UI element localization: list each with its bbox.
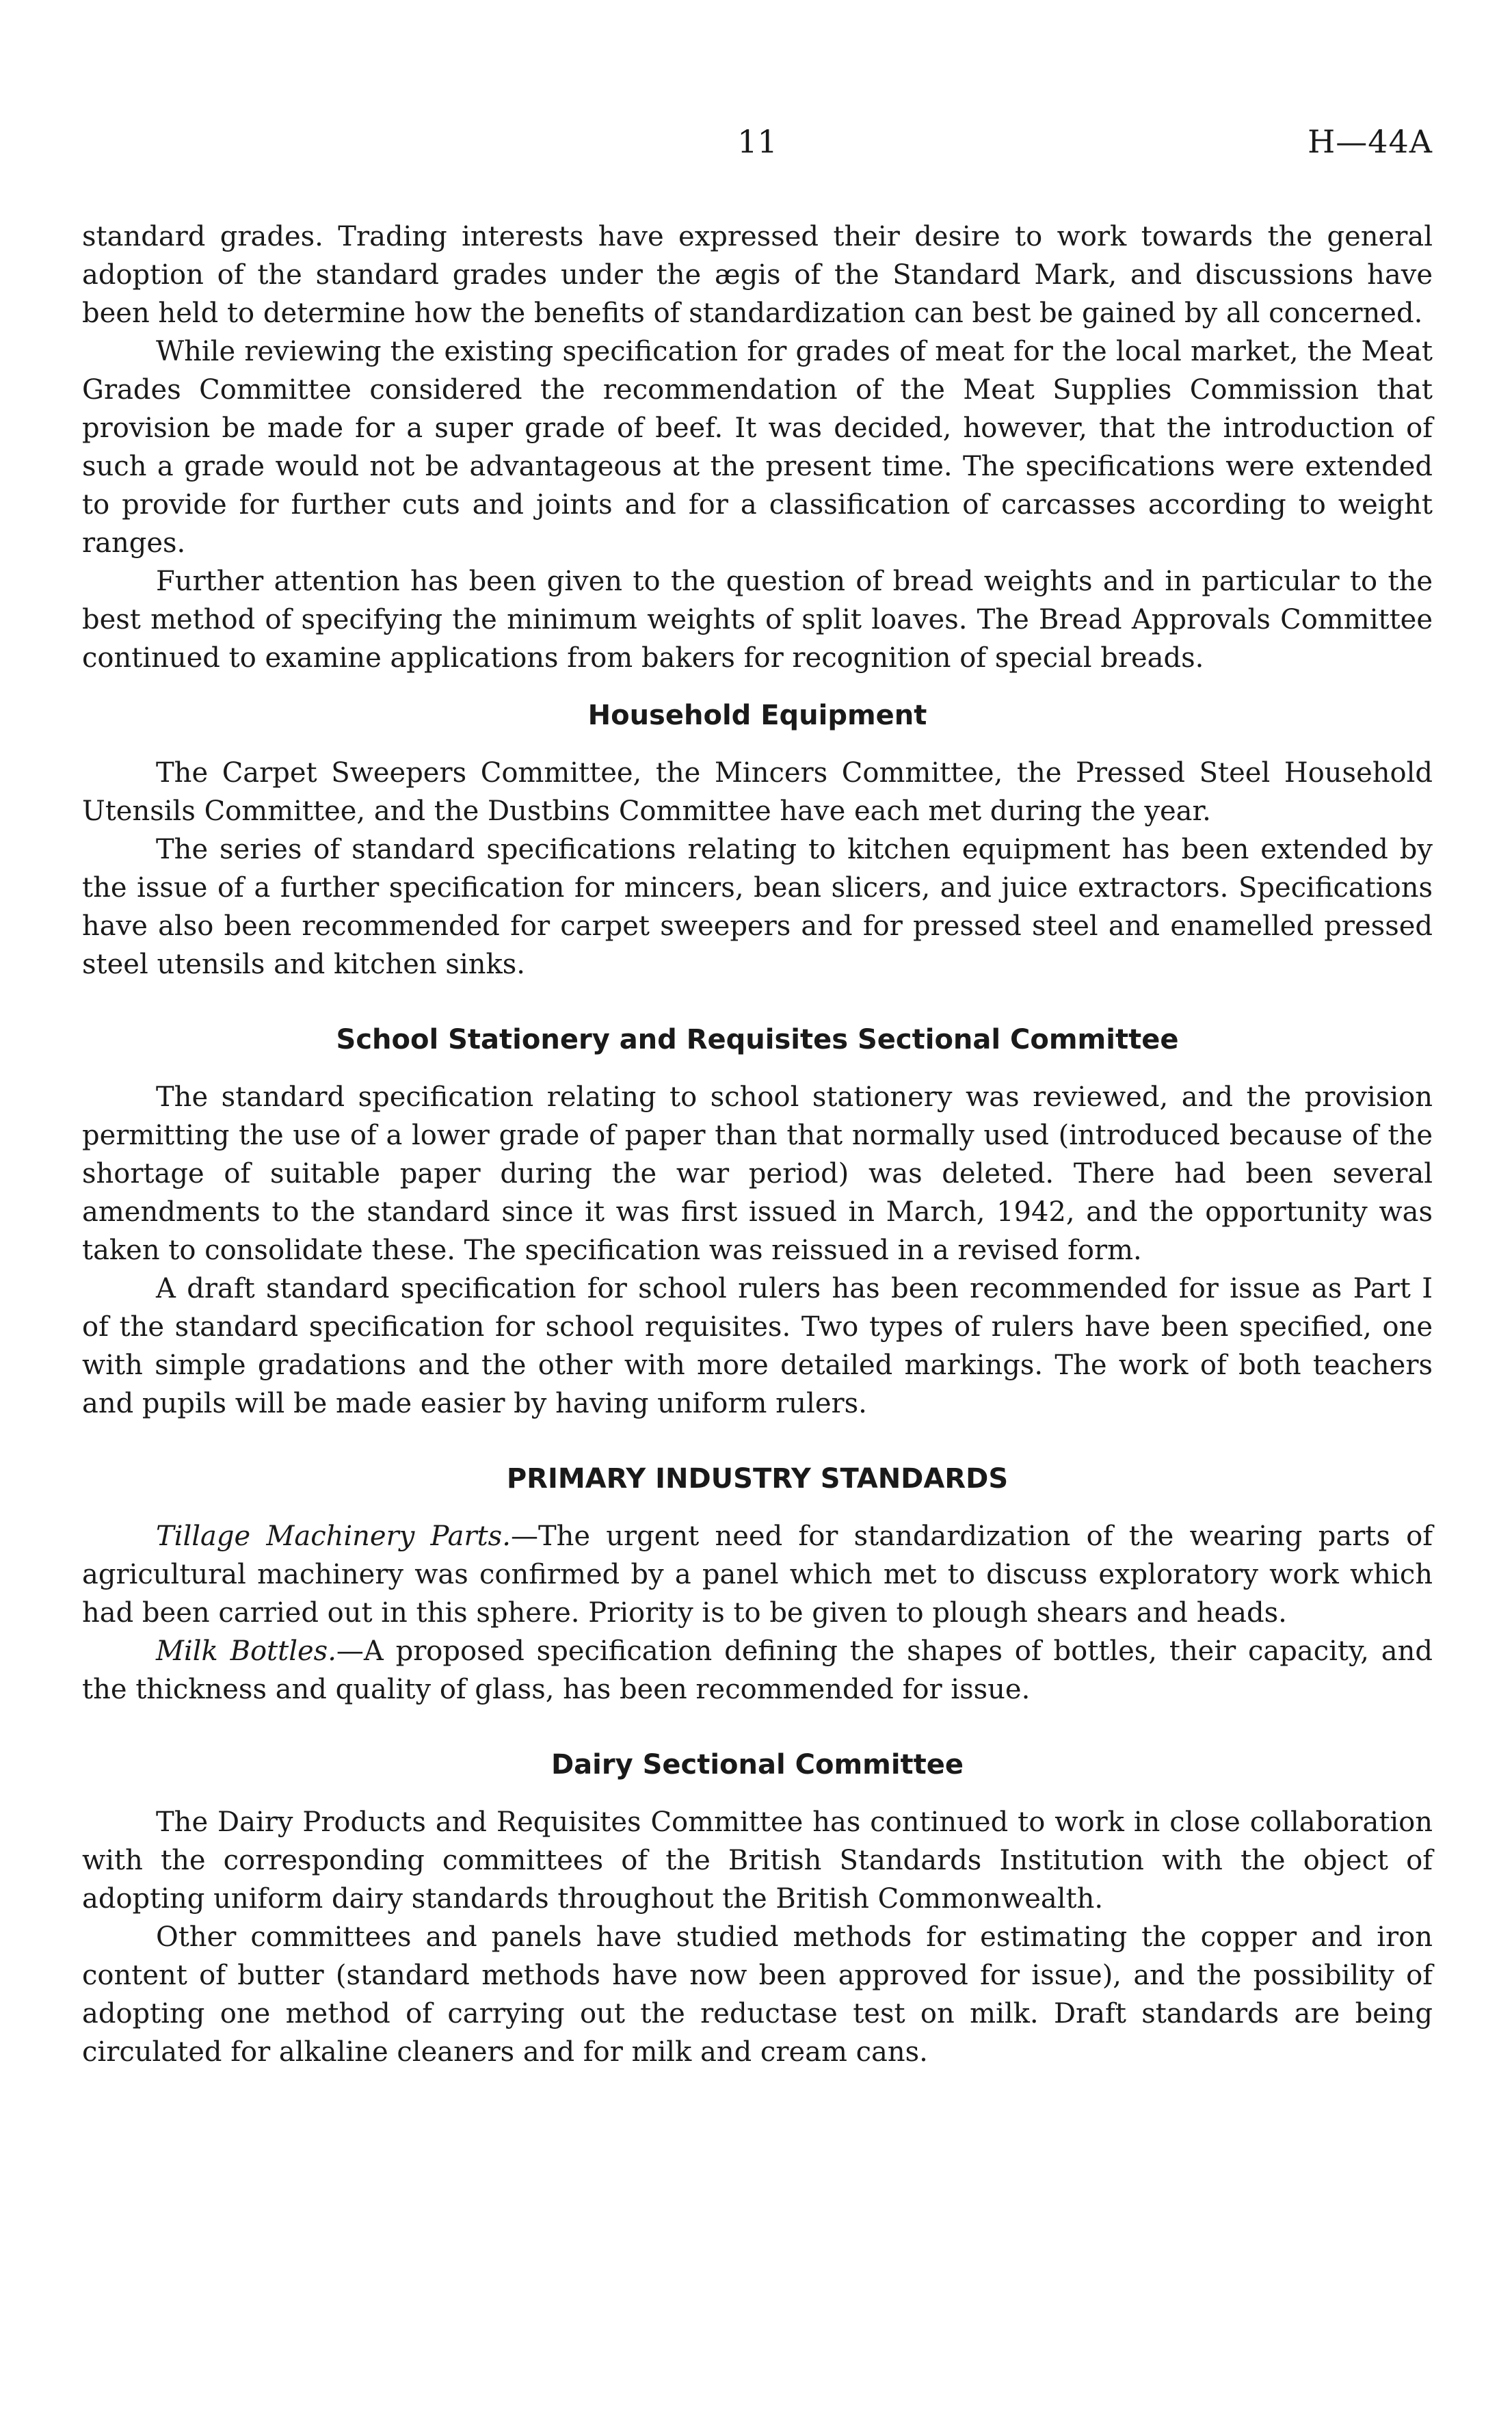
section-heading-school-stationery: School Stationery and Requisites Sectional Committee (336, 1024, 1179, 1055)
paragraph: The series of standard specifications relating to kitchen equipment has been extended by the issue of a further specification for mincers, bean slicers, and juice extractors. Specifications have also been recommended for carpet sweepers and for pressed steel and enamelled pressed steel utensils and kitchen sinks. (82, 834, 1433, 980)
page-content (82, 218, 1433, 2071)
section-heading-dairy: Dairy Sectional Committee (551, 1749, 964, 1780)
paragraph: standard grades. Trading interests have expressed their desire to work towards the general adoption of the standard grades under the ægis of the Standard Mark, and discussions have been held to determine how the benefits of standardization can best be gained by all concerned. (82, 221, 1433, 329)
document-reference: H—44A (1308, 123, 1433, 160)
section-heading-household-equipment: Household Equipment (587, 700, 927, 731)
section-heading-primary-industry: PRIMARY INDUSTRY STANDARDS (506, 1463, 1009, 1495)
paragraph: The standard specification relating to school stationery was reviewed, and the provision permitting the use of a lower grade of paper than that normally used (introduced because of the shortage of suitable paper during the war period) was deleted. There had been several amendments to the standard since it was first issued in March, 1942, and the opportunity was taken to consolidate these. The specification was reissued in a revised form. (82, 1081, 1433, 1266)
run-in-title: Tillage Machinery Parts. (156, 1521, 511, 1552)
paragraph: A draft standard specification for school rulers has been recommended for issue as Part I of the standard specification for school requisites. Two types of rulers have been specified, one with simple gradations and the other with more detailed markings. The work of both teachers and pupils will be made easier by having uniform rulers. (82, 1273, 1433, 1419)
paragraph: The Dairy Products and Requisites Committee has continued to work in close collaboration with the corresponding committees of the British Standards Institution with the object of adopting uniform dairy standards throughout the British Commonwealth. (82, 1806, 1433, 1915)
page-number: 11 (737, 123, 778, 160)
paragraph-tillage (82, 1517, 1433, 1632)
page-header (82, 123, 1433, 171)
paragraph: The Carpet Sweepers Committee, the Mincers Committee, the Pressed Steel Household Utensils Committee, and the Dustbins Committee have each met during the year. (82, 757, 1433, 827)
paragraph: Other committees and panels have studied methods for estimating the copper and iron content of butter (standard methods have now been approved for issue), and the possibility of adopting one method of carrying out the reductase test on milk. Draft standards are being circulated for alkaline cleaners and for milk and cream cans. (82, 1921, 1433, 2068)
paragraph-text: —A proposed specification defining the shapes of bottles, their capacity, and the thickness and quality of glass, has been recommended for issue. (82, 1635, 1433, 1705)
run-in-title: Milk Bottles. (156, 1635, 336, 1667)
paragraph-text: —The urgent need for standardization of the wearing parts of agricultural machinery was confirmed by a panel which met to discuss exploratory work which had been carried out in this sphere. Priority is to be given to plough shears and heads. (82, 1521, 1433, 1629)
paragraph: Further attention has been given to the question of bread weights and in particular to the best method of specifying the minimum weights of split loaves. The Bread Approvals Committee continued to examine applications from bakers for recognition of special breads. (82, 566, 1433, 674)
paragraph: While reviewing the existing specification for grades of meat for the local market, the Meat Grades Committee considered the recommendation of the Meat Supplies Commission that provision be made for a super grade of beef. It was decided, however, that the introduction of such a grade would not be advantageous at the present time. The specifications were extended to provide for further cuts and joints and for a classification of carcasses according to weight ranges. (82, 336, 1433, 559)
paragraph-milk-bottles (82, 1632, 1433, 1709)
